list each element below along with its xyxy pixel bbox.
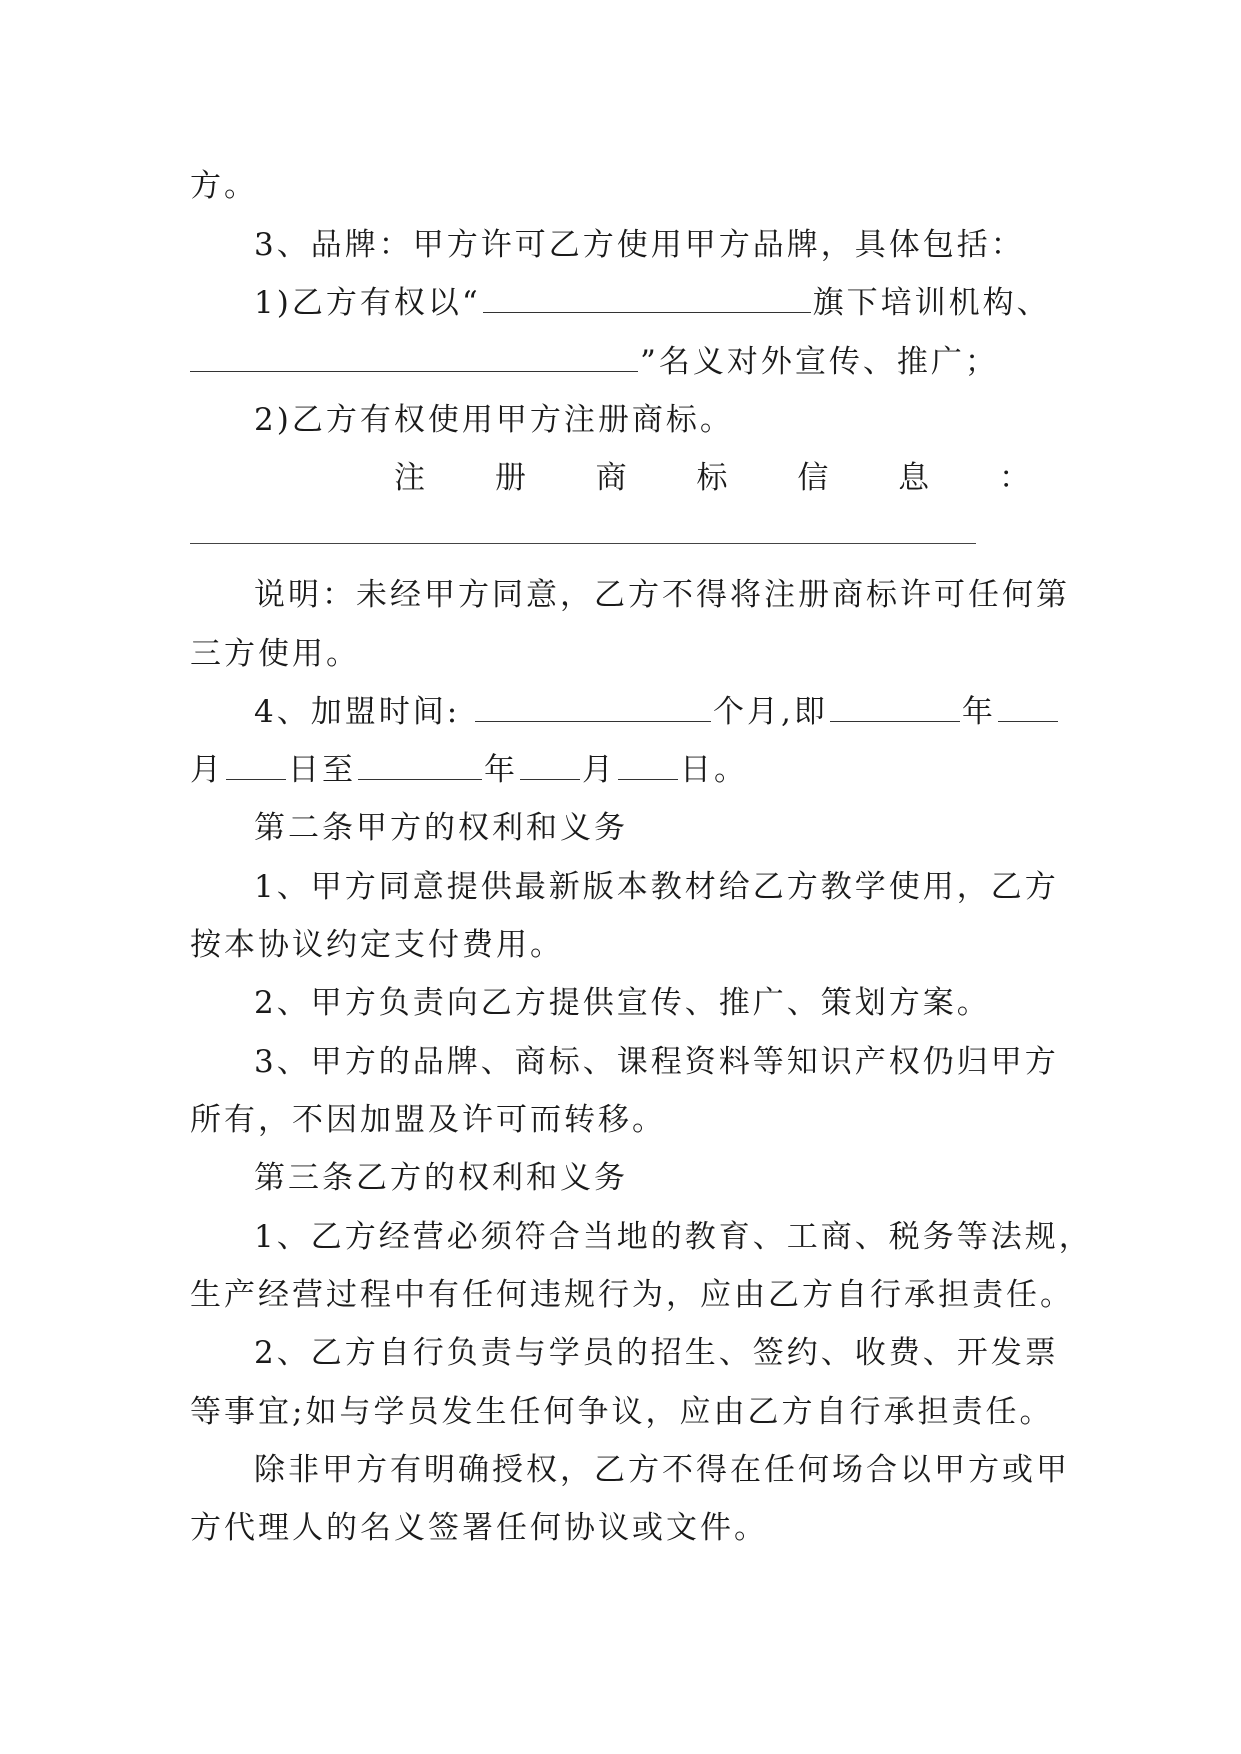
- trademark-info-label: [394, 456, 1030, 500]
- fill-in-blank: [520, 749, 580, 780]
- trademark-char: 标: [696, 460, 728, 496]
- text-fragment: 月: [582, 752, 616, 788]
- brand-clause: 3、品牌：甲方许可乙方使用甲方品牌，具体包括：: [254, 227, 1025, 263]
- fill-in-blank: [358, 749, 482, 780]
- text-fragment: ”名义对外宣传、推广；: [640, 344, 999, 380]
- text-fragment: 年: [484, 752, 518, 788]
- text-fragment: 日至: [288, 752, 356, 788]
- term-line-1: [254, 690, 1060, 734]
- party-b-item-3-cont: 方代理人的名义签署任何协议或文件。: [190, 1510, 768, 1546]
- section-heading-2: 第二条甲方的权利和义务: [254, 810, 628, 846]
- text-fragment: 旗下培训机构、: [812, 285, 1051, 321]
- party-b-item-2: 2、乙方自行负责与学员的招生、签约、收费、开发票: [254, 1335, 1059, 1371]
- fill-in-blank: [190, 341, 638, 372]
- trademark-char: 息: [898, 460, 930, 496]
- trademark-char: ：: [998, 460, 1030, 496]
- text-line: 方。: [190, 168, 258, 204]
- text-fragment: 日。: [680, 752, 748, 788]
- trademark-char: 商: [595, 460, 627, 496]
- trademark-char: 注: [394, 460, 425, 496]
- trademark-fill-line: [190, 543, 976, 544]
- trademark-char: 信: [797, 460, 829, 496]
- brand-item-2: 2)乙方有权使用甲方注册商标。: [254, 402, 734, 438]
- fill-in-blank: [618, 749, 678, 780]
- term-line-2: [190, 748, 1060, 792]
- fill-in-blank: [226, 749, 286, 780]
- party-b-item-1: 1、乙方经营必须符合当地的教育、工商、税务等法规，: [254, 1219, 1093, 1255]
- note-line-1: 说明：未经甲方同意，乙方不得将注册商标许可任何第: [254, 577, 1070, 613]
- party-a-item-3: 3、甲方的品牌、商标、课程资料等知识产权仍归甲方: [254, 1044, 1059, 1080]
- fill-in-blank: [475, 691, 711, 722]
- fill-in-blank: [483, 282, 811, 313]
- text-fragment: 1)乙方有权以“: [254, 285, 481, 321]
- brand-item-1-cont: [190, 340, 1060, 384]
- party-b-item-1-cont: 生产经营过程中有任何违规行为，应由乙方自行承担责任。: [190, 1277, 1074, 1313]
- party-a-item-2: 2、甲方负责向乙方提供宣传、推广、策划方案。: [254, 985, 991, 1021]
- party-b-item-3: 除非甲方有明确授权，乙方不得在任何场合以甲方或甲: [254, 1452, 1070, 1488]
- fill-in-blank: [830, 691, 960, 722]
- text-fragment: 个月,即: [713, 694, 828, 730]
- party-a-item-1: 1、甲方同意提供最新版本教材给乙方教学使用，乙方: [254, 869, 1059, 905]
- section-heading-3: 第三条乙方的权利和义务: [254, 1160, 628, 1196]
- text-fragment: 4、加盟时间:: [254, 694, 461, 730]
- party-a-item-1-cont: 按本协议约定支付费用。: [190, 927, 564, 963]
- trademark-char: 册: [494, 460, 526, 496]
- text-fragment: 年: [961, 694, 996, 730]
- party-b-item-2-cont: 等事宜;如与学员发生任何争议，应由乙方自行承担责任。: [190, 1394, 1054, 1430]
- fill-in-blank: [998, 691, 1058, 722]
- text-fragment: 月: [190, 752, 224, 788]
- party-a-item-3-cont: 所有，不因加盟及许可而转移。: [190, 1102, 666, 1138]
- brand-item-1: [254, 281, 1060, 325]
- note-line-2: 三方使用。: [190, 636, 360, 672]
